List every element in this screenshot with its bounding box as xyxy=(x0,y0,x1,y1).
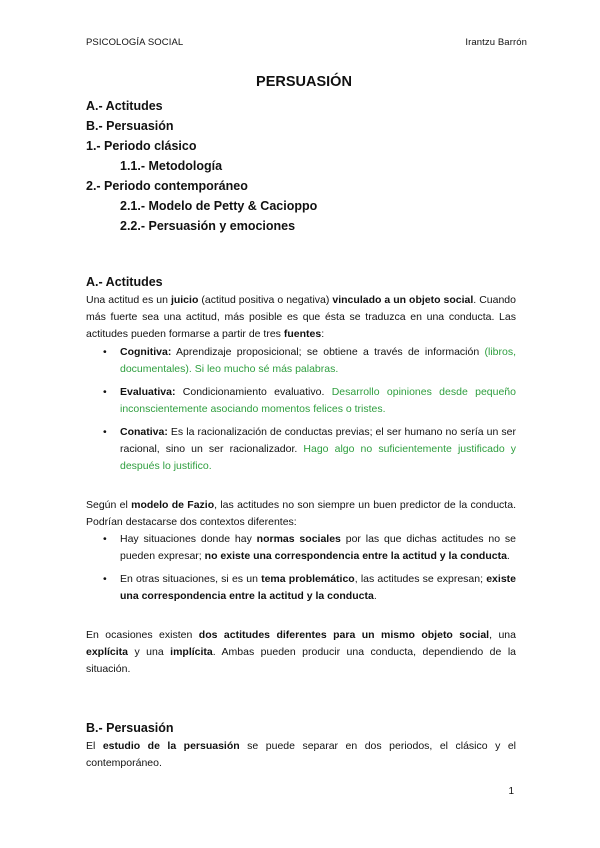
list-item: • Evaluativa: Condicionamiento evaluativo. Desarrollo opiniones desde pequeño inconscientemente asociando momentos felices o tristes. xyxy=(103,386,516,415)
bullet-icon: • xyxy=(103,573,107,585)
contexts-list xyxy=(86,531,516,605)
header-author: Irantzu Barrón xyxy=(465,37,527,48)
toc-item: 1.- Periodo clásico xyxy=(86,139,197,153)
paragraph: Una actitud es un juicio (actitud positiva o negativa) vinculado a un objeto social. Cuando más fuerte sea una actitud, más posible es que ésta se traduzca en una conducta. Las actitudes pueden formarse a partir de tres fuentes: xyxy=(86,294,516,340)
toc-item: 2.1.- Modelo de Petty & Cacioppo xyxy=(120,199,318,213)
paragraph: Según el modelo de Fazio, las actitudes no son siempre un buen predictor de la conducta. Podrían destacarse dos contextos diferentes: xyxy=(86,499,516,528)
toc-item: A.- Actitudes xyxy=(86,99,163,113)
list-item: • Cognitiva: Aprendizaje proposicional; se obtiene a través de información (libros, documentales). Si leo mucho sé más palabras. xyxy=(103,346,516,375)
list-item: • Conativa: Es la racionalización de conductas previas; el ser humano no sería un ser racional, sino un ser racionalizador. Hago algo no suficientemente justificado y después lo justifico. xyxy=(103,426,516,472)
section-heading-actitudes: A.- Actitudes xyxy=(86,275,163,289)
section-heading-persuasion: B.- Persuasión xyxy=(86,721,174,735)
bullet-icon: • xyxy=(103,533,107,545)
paragraph: En ocasiones existen dos actitudes diferentes para un mismo objeto social, una explícita y una implícita. Ambas pueden producir una conducta, dependiendo de la situación. xyxy=(86,629,516,675)
toc-item: B.- Persuasión xyxy=(86,119,174,133)
toc-item: 2.- Periodo contemporáneo xyxy=(86,179,248,193)
bullet-icon: • xyxy=(103,386,107,398)
list-item: • Hay situaciones donde hay normas sociales por las que dichas actitudes no se pueden expresar; no existe una correspondencia entre la actitud y la conducta. xyxy=(103,533,516,562)
list-item: • En otras situaciones, si es un tema problemático, las actitudes se expresan; existe una correspondencia entre la actitud y la conducta. xyxy=(103,573,516,602)
header-subject: PSICOLOGÍA SOCIAL xyxy=(86,37,184,48)
bullet-icon: • xyxy=(103,346,107,358)
toc-item: 2.2.- Persuasión y emociones xyxy=(120,219,296,233)
paragraph: El estudio de la persuasión se puede separar en dos periodos, el clásico y el contemporáneo. xyxy=(86,740,516,769)
document-body xyxy=(86,74,516,772)
toc-item: 1.1.- Metodología xyxy=(120,159,223,173)
table-of-contents xyxy=(86,96,516,236)
bullet-icon: • xyxy=(103,426,107,438)
sources-list xyxy=(86,344,516,475)
page-number: 1 xyxy=(508,786,514,797)
page-title: PERSUASIÓN xyxy=(256,74,352,90)
